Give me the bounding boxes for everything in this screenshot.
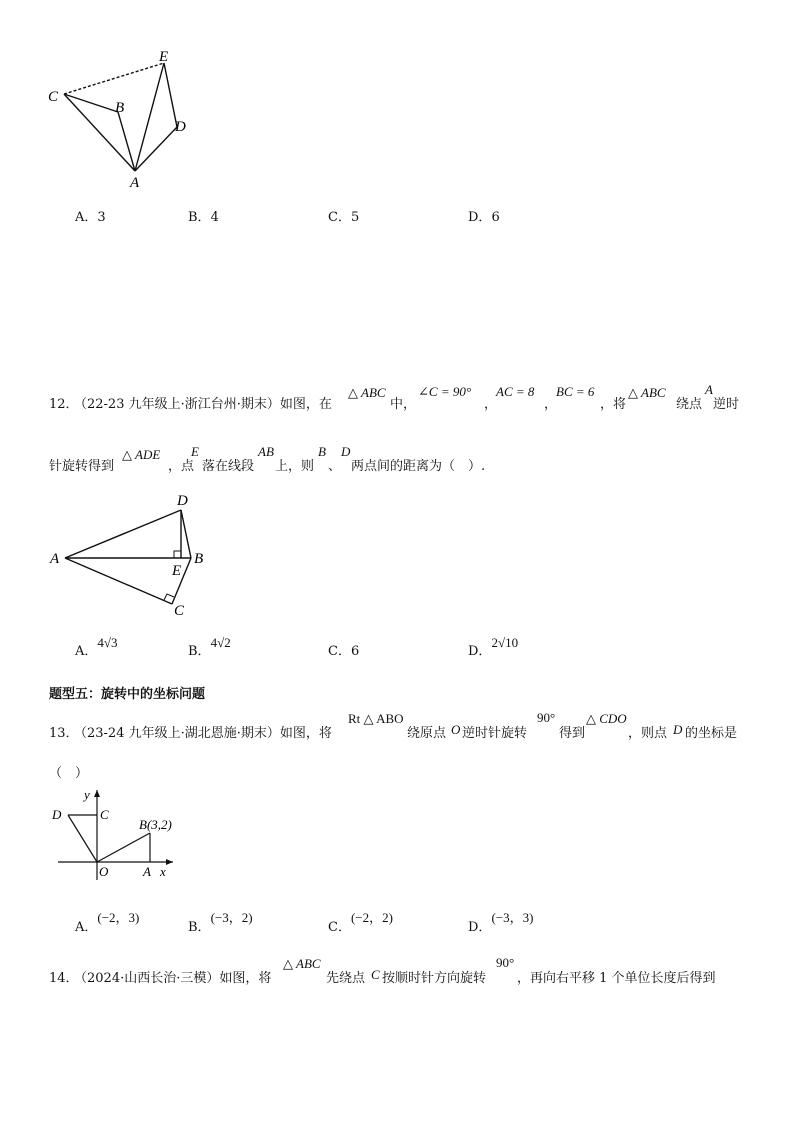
- label-c: C: [174, 603, 185, 619]
- q14-tri-abc: △ ABC: [283, 956, 321, 971]
- q12-source: （22-23 九年级上·浙江台州·期末）如图，在: [74, 397, 332, 412]
- q13-option-c[interactable]: C．(−2，2): [328, 910, 393, 935]
- q13-tri-cdo: △ CDO: [586, 711, 627, 726]
- q12-point-a: A: [705, 382, 713, 397]
- q12-option-d[interactable]: D．2√10: [468, 635, 519, 659]
- label-a: A: [143, 864, 151, 879]
- section-title: 题型五：旋转中的坐标问题: [49, 687, 206, 702]
- q14-source: （2024·山西长治·三模）如图，将: [74, 971, 272, 986]
- segment-ad: [65, 510, 181, 558]
- label-b: B(3,2): [139, 817, 172, 832]
- q13-answer-paren: （ ）: [49, 766, 89, 781]
- label-a: A: [50, 551, 60, 567]
- q14-degree: 90°: [496, 955, 515, 970]
- q12-tri-ade: △ ADE: [122, 447, 161, 462]
- q12-segment-ab: AB: [258, 444, 274, 459]
- segment-ed: [164, 63, 177, 127]
- q13-option-a[interactable]: A．(−2，3): [75, 910, 140, 935]
- segment-ob: [97, 833, 150, 862]
- q12-point-b: B: [318, 444, 326, 459]
- label-o: O: [99, 864, 109, 879]
- q11-option-b[interactable]: B．4: [188, 210, 219, 225]
- label-b: B: [115, 100, 125, 116]
- segment-ac: [65, 558, 172, 604]
- figure-q11: [40, 40, 200, 195]
- figure-q12: [40, 488, 220, 623]
- segment-db: [181, 510, 191, 558]
- q13-option-d[interactable]: D．(−3，3): [468, 910, 534, 935]
- right-angle-c: [164, 594, 174, 600]
- q12-bc: BC = 6: [556, 384, 595, 399]
- q13-option-b[interactable]: B．(−3，2): [188, 910, 253, 935]
- q12-point-e: E: [191, 444, 199, 459]
- right-angle-e: [174, 551, 181, 558]
- y-axis-arrow: [94, 790, 100, 797]
- q11-option-c[interactable]: C．5: [328, 210, 360, 225]
- q12-tri-abc-2: △ ABC: [628, 385, 666, 400]
- segment-ce: [64, 63, 164, 94]
- label-b: B: [194, 551, 204, 567]
- q13-rt-abo: Rt △ ABO: [348, 711, 404, 726]
- q14-point-c: C: [371, 967, 380, 982]
- q12-option-a[interactable]: A．4√3: [75, 635, 118, 659]
- q12-option-b[interactable]: B．4√2: [188, 635, 231, 659]
- q12-tri-abc: △ ABC: [348, 385, 386, 400]
- x-axis-arrow: [166, 859, 173, 865]
- q12-number: 12．: [49, 397, 79, 412]
- label-d: D: [175, 119, 186, 135]
- q13-source: （23-24 九年级上·湖北恩施·期末）如图，将: [74, 726, 332, 741]
- q13-point-d: D: [673, 722, 683, 737]
- q11-option-d[interactable]: D．6: [468, 210, 500, 225]
- q12-point-d: D: [341, 444, 351, 459]
- q13-point-o: O: [451, 722, 461, 737]
- segment-do: [68, 815, 97, 862]
- q14-number: 14．: [49, 971, 79, 986]
- label-y: y: [84, 787, 90, 802]
- label-d: D: [52, 807, 62, 822]
- label-c: C: [100, 807, 109, 822]
- label-x: x: [160, 864, 166, 879]
- q12-option-c[interactable]: C．6: [328, 644, 360, 659]
- figure-q13: [40, 782, 190, 882]
- q13-degree: 90°: [537, 710, 556, 725]
- label-e: E: [159, 49, 169, 65]
- label-d: D: [177, 493, 188, 509]
- label-e: E: [172, 563, 182, 579]
- label-c: C: [48, 89, 59, 105]
- q12-angle-c: ∠C = 90°: [418, 384, 472, 399]
- q13-number: 13．: [49, 726, 79, 741]
- label-a: A: [130, 175, 140, 191]
- q11-option-a[interactable]: A．3: [75, 210, 106, 225]
- q12-ac: AC = 8: [496, 384, 535, 399]
